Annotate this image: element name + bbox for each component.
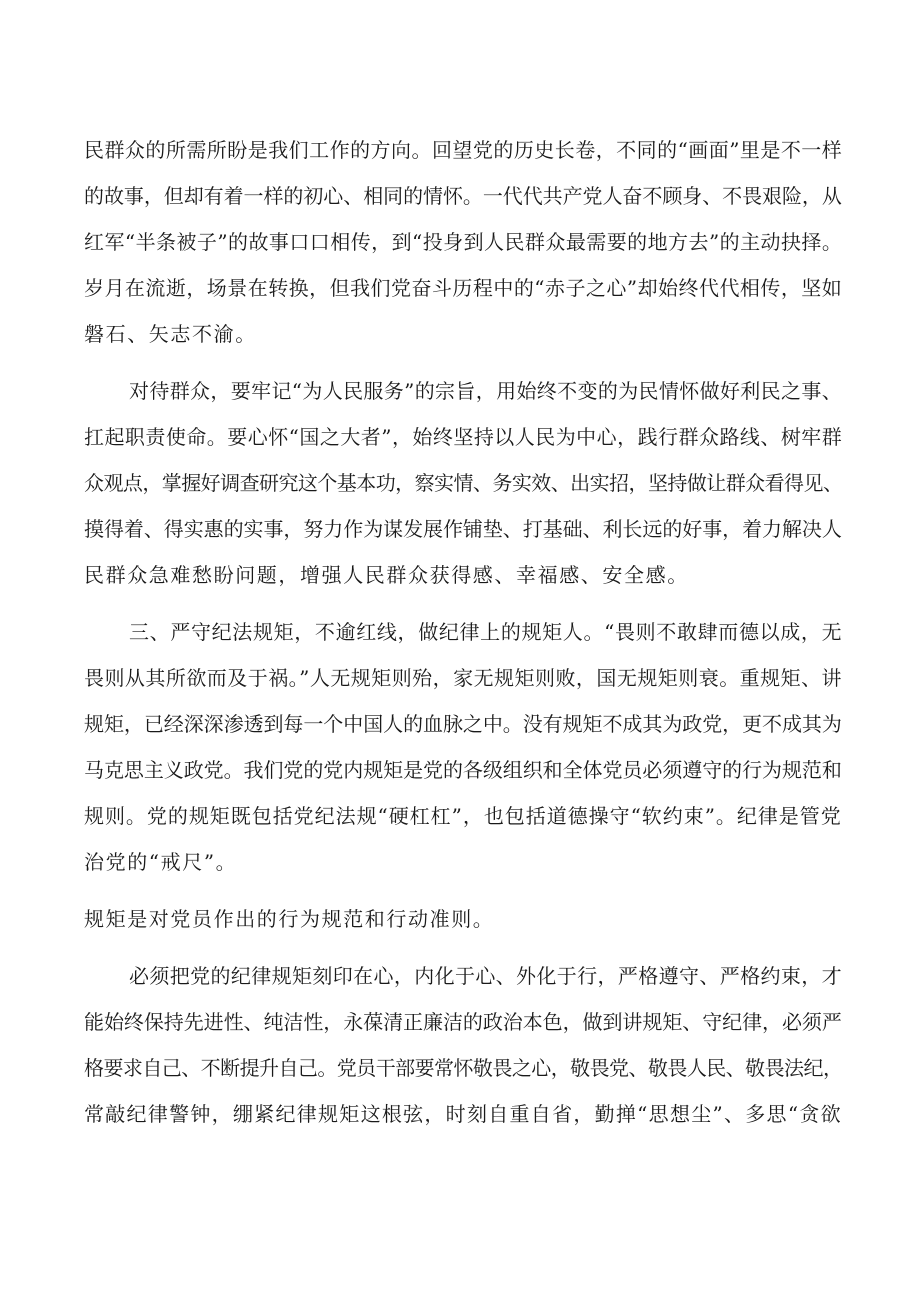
paragraph-3-line-1: 三、严守纪法规矩，不逾红线，做纪律上的规矩人。“畏则不敢肆而德以成，无 [129,620,843,644]
paragraph-4-line-1: 规矩是对党员作出的行为规范和行动准则。 [84,907,495,931]
paragraph-2-line-3: 众观点，掌握好调查研究这个基本功，察实情、务实效、出实招，坚持做让群众看得见、 [84,471,843,495]
paragraph-5-line-3: 格要求自己、不断提升自己。党员干部要常怀敬畏之心，敬畏党、敬畏人民、敬畏法纪， [84,1056,843,1080]
paragraph-3-line-2: 畏则从其所欲而及于祸。”人无规矩则殆，家无规矩则败，国无规矩则衰。重规矩、讲 [84,666,843,690]
paragraph-1-line-5: 磐石、矢志不渝。 [84,322,257,346]
paragraph-2-line-2: 扛起职责使命。要心怀“国之大者”，始终坚持以人民为中心，践行群众路线、树牢群 [84,425,843,449]
paragraph-5-line-2: 能始终保持先进性、纯洁性，永葆清正廉洁的政治本色，做到讲规矩、守纪律，必须严 [84,1010,842,1034]
paragraph-3-line-5: 规则。党的规矩既包括党纪法规“硬杠杠”，也包括道德操守“软约束”。纪律是管党 [84,804,842,828]
paragraph-2-line-4: 摸得着、得实惠的实事，努力作为谋发展作铺垫、打基础、利长远的好事，着力解决人 [84,517,842,541]
paragraph-1-line-4: 岁月在流逝，场景在转换，但我们党奋斗历程中的“赤子之心”却始终代代相传，坚如 [84,276,843,300]
paragraph-5-line-4: 常敲纪律警钟，绷紧纪律规矩这根弦，时刻自重自省，勤掸“思想尘”、多思“贪欲 [84,1102,842,1126]
paragraph-3-line-3: 规矩，已经深深渗透到每一个中国人的血脉之中。没有规矩不成其为政党，更不成其为 [84,712,842,736]
paragraph-1-line-3: 红军“半条被子”的故事口口相传，到“投身到人民群众最需要的地方去”的主动抉择。 [84,230,843,254]
paragraph-3-line-4: 马克思主义政党。我们党的党内规矩是党的各级组织和全体党员必须遵守的行为规范和 [84,758,842,782]
paragraph-3-line-6: 治党的“戒尺”。 [84,850,238,874]
paragraph-5-line-1: 必须把党的纪律规矩刻印在心，内化于心、外化于行，严格遵守、严格约束，才 [129,964,842,988]
paragraph-1-line-1: 民群众的所需所盼是我们工作的方向。回望党的历史长卷，不同的“画面”里是不一样 [84,138,843,162]
paragraph-2-line-5: 民群众急难愁盼问题，增强人民群众获得感、幸福感、安全感。 [84,563,689,587]
paragraph-2-line-1: 对待群众，要牢记“为人民服务”的宗旨，用始终不变的为民情怀做好利民之事、 [129,379,843,403]
paragraph-1-line-2: 的故事，但却有着一样的初心、相同的情怀。一代代共产党人奋不顾身、不畏艰险，从 [84,184,842,208]
